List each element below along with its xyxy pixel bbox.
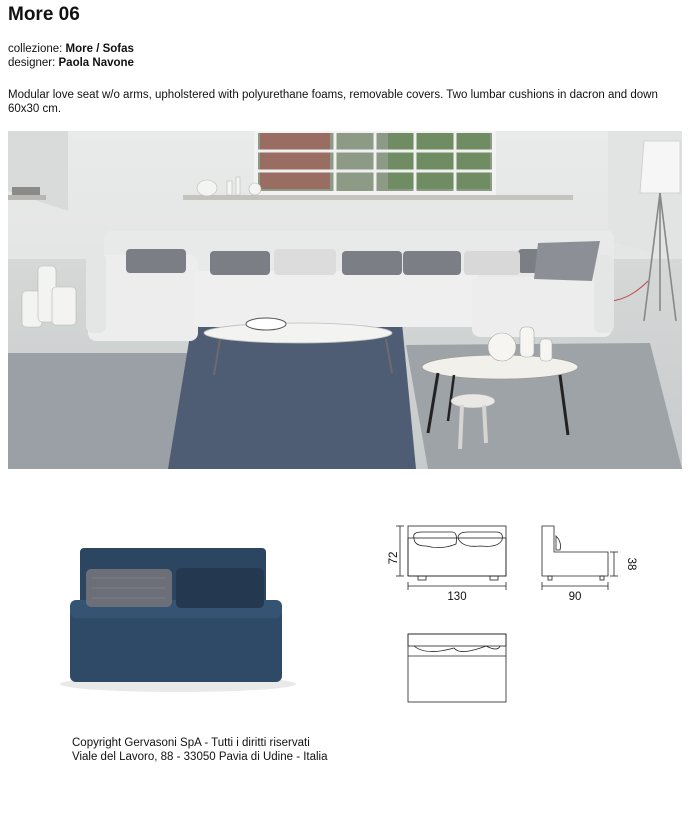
product-description: Modular love seat w/o arms, upholstered with polyurethane foams, removable covers. Two lumbar cushions in dacron and down 60x30 cm. <box>8 89 658 115</box>
window <box>256 131 494 193</box>
side-view-drawing <box>542 526 618 590</box>
collection-line <box>8 42 134 56</box>
designer-line <box>8 56 134 70</box>
designer-label: designer: <box>8 57 56 69</box>
love-seat <box>70 548 282 682</box>
hero-photo <box>8 131 682 469</box>
footer <box>72 736 328 764</box>
product-photo <box>58 534 298 698</box>
designer-value: Paola Navone <box>58 57 134 69</box>
copyright-text: Copyright Gervasoni SpA - Tutti i diritti riservati <box>72 737 310 749</box>
page-title: More 06 <box>8 4 80 25</box>
address-text: Viale del Lavoro, 88 - 33050 Pavia di Udine - Italia <box>72 751 328 763</box>
width-dimension: 130 <box>447 591 467 603</box>
depth-dimension: 90 <box>568 591 582 603</box>
height-dimension: 72 <box>388 551 400 565</box>
seat-height-dimension: 38 <box>625 557 637 571</box>
top-view-drawing <box>408 634 506 702</box>
front-view-drawing <box>396 526 506 590</box>
collection-label: collezione: <box>8 43 63 55</box>
collection-value: More / Sofas <box>65 43 134 55</box>
technical-drawings <box>382 516 642 716</box>
product-meta <box>8 42 134 70</box>
